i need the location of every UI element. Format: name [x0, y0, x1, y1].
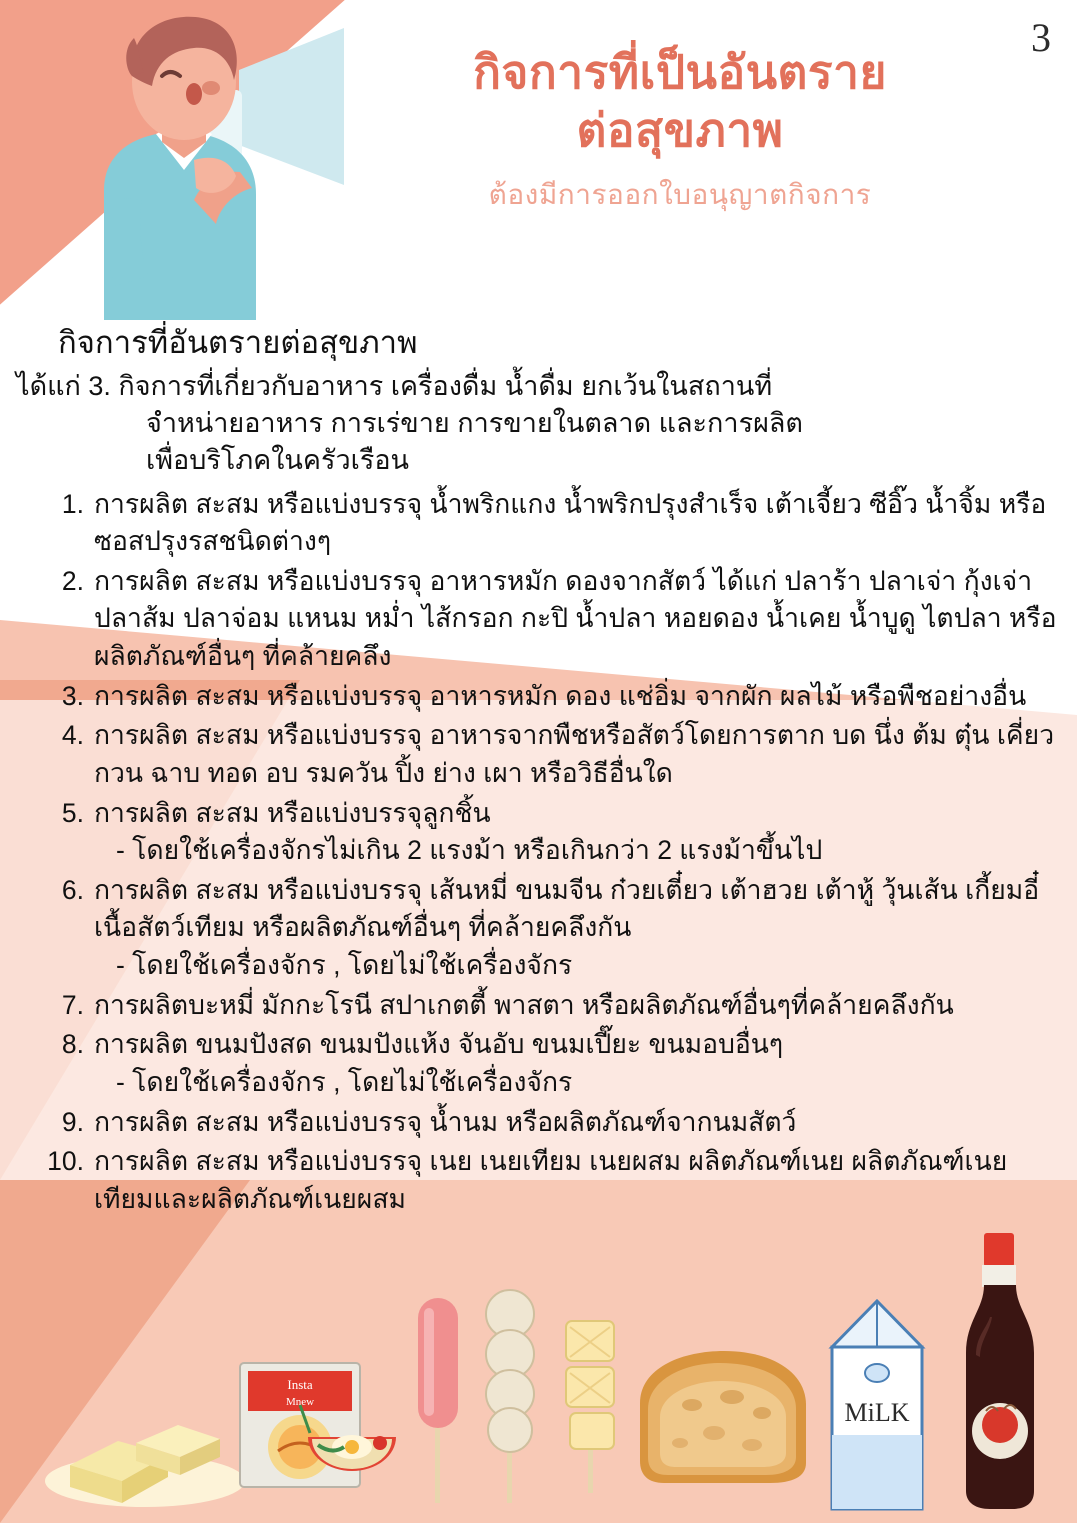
- list-item-number: 1.: [61, 488, 84, 519]
- list-item-text: การผลิต สะสม หรือแบ่งบรรจุ น้ำนม หรือผลิตภัณฑ์จากนมสัตว์: [94, 1106, 797, 1137]
- list-item-number: 2.: [61, 565, 84, 596]
- milk-carton-illustration: [818, 1285, 936, 1515]
- meatball-skewer-illustration: [470, 1288, 550, 1503]
- list-item-number: 10.: [47, 1146, 84, 1177]
- sauce-bottle-illustration: [950, 1225, 1050, 1515]
- list-item: [36, 678, 1059, 716]
- list-item: [36, 563, 1059, 676]
- poster-body: [0, 322, 1077, 1220]
- list-item-number: 7.: [61, 989, 84, 1020]
- sausage-skewer-illustration: [404, 1288, 474, 1503]
- list-item-number: 9.: [61, 1106, 84, 1137]
- list-item-text: การผลิต ขนมปังสด ขนมปังแห้ง จันอับ ขนมเปี๊ยะ ขนมอบอื่นๆ: [94, 1029, 784, 1060]
- section-heading: กิจการที่อันตรายต่อสุขภาพ: [58, 325, 418, 360]
- list-item-subtext: - โดยใช้เครื่องจักร , โดยไม่ใช้เครื่องจักร: [116, 1066, 573, 1097]
- list-item-number: 4.: [61, 720, 84, 751]
- lead-paragraph: [0, 368, 1077, 480]
- food-illustration-row: [0, 1263, 1077, 1523]
- poster-subtitle: ต้องมีการออกใบอนุญาตกิจการ: [488, 179, 872, 210]
- list-item: [36, 987, 1059, 1025]
- poster-title-line-1: กิจการที่เป็นอันตราย: [473, 46, 887, 98]
- business-type-list: [0, 486, 1077, 1219]
- list-item-number: 8.: [61, 1029, 84, 1060]
- milk-carton-label: MiLK: [844, 1398, 910, 1427]
- list-item-text: การผลิต สะสม หรือแบ่งบรรจุ อาหารจากพืชหรือสัตว์โดยการตาก บด นึ่ง ต้ม ตุ๋น เคี่ยว กวน ฉาบ ทอด อบ รมควัน ปิ้ง ย่าง เผา หรือวิธีอื่นใด: [94, 720, 1055, 788]
- instant-noodle-pack-illustration: [232, 1355, 402, 1495]
- list-item: [36, 872, 1059, 985]
- list-item-text: การผลิต สะสม หรือแบ่งบรรจุ เส้นหมี่ ขนมจีน ก๋วยเตี๋ยว เต้าฮวย เต้าหู้ วุ้นเส้น เกี้ยมอี๋ เนื้อสัตว์เทียม หรือผลิตภัณฑ์อื่นๆ ที่คล้ายคลึงกัน: [94, 874, 1040, 943]
- tofu-illustration: [40, 1381, 250, 1511]
- poster-title-line-2: ต่อสุขภาพ: [576, 103, 784, 156]
- list-item-number: 5.: [61, 797, 84, 828]
- list-item-number: 6.: [61, 874, 84, 905]
- list-item: [36, 1143, 1059, 1218]
- list-item-subtext: - โดยใช้เครื่องจักร , โดยไม่ใช้เครื่องจักร: [116, 950, 573, 981]
- list-item-text: การผลิต สะสม หรือแบ่งบรรจุ เนย เนยเทียม เนยผสม ผลิตภัณฑ์เนย ผลิตภัณฑ์เนยเทียมและผลิตภัณฑ์เนยผสม: [94, 1146, 1008, 1214]
- lead-line-2: จำหน่ายอาหาร การเร่ขาย การขายในตลาด และการผลิต: [146, 408, 803, 439]
- list-item-number: 3.: [61, 680, 84, 711]
- list-item-text: การผลิต สะสม หรือแบ่งบรรจุลูกชิ้น: [94, 797, 491, 828]
- list-item-text: การผลิต สะสม หรือแบ่งบรรจุ น้ำพริกแกง น้ำพริกปรุงสำเร็จ เต้าเจี้ยว ซีอิ๊ว น้ำจิ้ม หรือซอสปรุงรสชนิดต่างๆ: [94, 488, 1047, 557]
- page-number: 3: [1031, 15, 1051, 60]
- list-item-text: การผลิตบะหมี่ มักกะโรนี สปาเกตตี้ พาสตา หรือผลิตภัณฑ์อื่นๆที่คล้ายคลึงกัน: [94, 989, 954, 1020]
- list-item-text: การผลิต สะสม หรือแบ่งบรรจุ อาหารหมัก ดอง แช่อิ่ม จากผัก ผลไม้ หรือพืชอย่างอื่น: [94, 680, 1027, 711]
- list-item-subtext: - โดยใช้เครื่องจักรไม่เกิน 2 แรงม้า หรือเกินกว่า 2 แรงม้าขึ้นไป: [116, 835, 823, 866]
- title-block: [330, 44, 1030, 217]
- lead-line-3: เพื่อบริโภคในครัวเรือน: [146, 445, 410, 476]
- svg-text:Mnew: Mnew: [285, 1396, 315, 1408]
- list-item: [36, 795, 1059, 870]
- poster-header: [0, 0, 1077, 310]
- list-item: [36, 1104, 1059, 1142]
- lead-line-1: ได้แก่ 3. กิจการที่เกี่ยวกับอาหาร เครื่องดื่ม น้ำดื่ม ยกเว้นในสถานที่: [16, 370, 773, 401]
- list-item: [36, 717, 1059, 792]
- bread-loaf-illustration: [620, 1333, 820, 1493]
- svg-text:Insta: Insta: [287, 1377, 313, 1392]
- person-with-megaphone-icon: [44, 10, 344, 320]
- list-item: [36, 1026, 1059, 1101]
- list-item: [36, 486, 1059, 561]
- list-item-text: การผลิต สะสม หรือแบ่งบรรจุ อาหารหมัก ดองจากสัตว์ ได้แก่ ปลาร้า ปลาเจ่า กุ้งเจ่า ปลาส้ม ปลาจ่อม แหนม หม่ำ ไส้กรอก กะปิ น้ำปลา หอยดอง น้ำเคย น้ำบูดู ไตปลา หรือผลิตภัณฑ์อื่นๆ ที่คล้ายคลึง: [94, 565, 1057, 672]
